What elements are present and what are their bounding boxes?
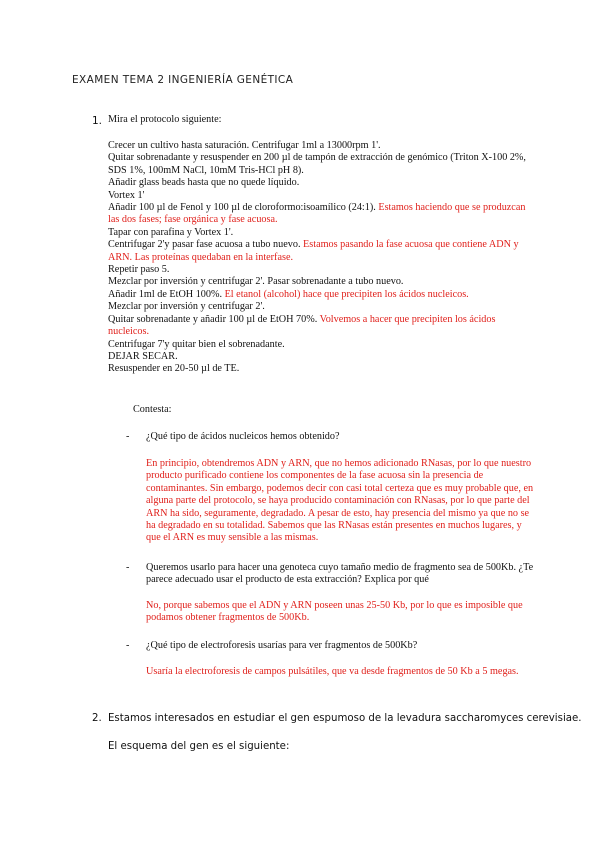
protocol-step xyxy=(108,239,538,264)
question-1-number: 1. xyxy=(92,115,103,127)
step-text: Vortex 1' xyxy=(108,189,145,201)
question-2-prompt: Estamos interesados en estudiar el gen espumoso de la levadura saccharomyces cerevisiae. xyxy=(108,713,582,724)
protocol-step xyxy=(108,140,538,152)
step-text: Tapar con parafina y Vortex 1'. xyxy=(108,226,234,238)
step-note: Volvemos a hacer que precipiten los ácidos nucleicos. xyxy=(108,313,496,338)
bullet-marker: - xyxy=(126,431,130,442)
question-1-prompt: Mira el protocolo siguiente: xyxy=(108,114,222,125)
subquestion-answer: No, porque sabemos que el ADN y ARN poseen unas 25-50 Kb, por lo que es imposible que podamos obtener fragmentos de 500Kb. xyxy=(146,600,523,624)
step-text: Quitar sobrenadante y resuspender en 200 µl de tampón de extracción de genómico (Triton X-100 2%, SDS 1%, 100mM NaCl, 10mM Tris-HCl pH 8). xyxy=(108,152,526,176)
step-text: Resuspender en 20-50 µl de TE. xyxy=(108,363,240,375)
step-text: Añadir glass beads hasta que no quede líquido. xyxy=(108,177,300,189)
protocol-step xyxy=(108,152,538,177)
step-text: Quitar sobrenadante y añadir 100 µl de EtOH 70%. xyxy=(108,313,318,325)
contesta-label: Contesta: xyxy=(133,404,172,415)
protocol-step xyxy=(108,339,538,351)
step-text: Mezclar por inversión y centrifugar 2'. Pasar sobrenadante a tubo nuevo. xyxy=(108,276,404,288)
subquestion-text: ¿Qué tipo de electroforesis usarías para ver fragmentos de 500Kb? xyxy=(146,640,418,651)
protocol-step xyxy=(108,363,538,375)
step-text: Repetir paso 5. xyxy=(108,264,170,276)
protocol-step xyxy=(108,301,538,313)
protocol-step xyxy=(108,289,538,301)
step-text: Añadir 1ml de EtOH 100%. xyxy=(108,288,223,300)
step-text: Crecer un cultivo hasta saturación. Centrifugar 1ml a 13000rpm 1'. xyxy=(108,140,381,151)
step-note: Estamos haciendo que se produzcan las dos fases; fase orgánica y fase acuosa. xyxy=(108,202,526,226)
question-2-subtext: El esquema del gen es el siguiente: xyxy=(108,741,290,752)
subquestion-answer: En principio, obtendremos ADN y ARN, que no hemos adicionado RNasas, por lo que nuestro producto purificado contiene los componentes de la fase acuosa sin la presencia de contaminantes. Sin embargo, podemos decir con casi total certeza que es muy probable que, en alguna parte del protocolo, se haya producido contaminación con RNasas, por lo que parte del ARN ha sido, seguramente, degradado. A pesar de esto, hay presencia del mismo ya que no se ha degradado en su totalidad. Sabemos que las RNasas están presentes en muchos lugares, y que el ARN es muy sensible a las mismas. xyxy=(146,458,534,544)
protocol-steps xyxy=(108,140,538,376)
step-text: Añadir 100 µl de Fenol y 100 µl de cloroformo:isoamílico (24:1). xyxy=(108,202,376,214)
protocol-step xyxy=(108,314,538,339)
bullet-marker: - xyxy=(126,640,130,651)
step-note: Estamos pasando la fase acuosa que contiene ADN y ARN. Las proteínas quedaban en la interfase. xyxy=(108,239,519,263)
step-text: DEJAR SECAR. xyxy=(108,350,178,362)
step-text: Mezclar por inversión y centrifugar 2'. xyxy=(108,301,265,313)
subquestion-text: ¿Qué tipo de ácidos nucleicos hemos obtenido? xyxy=(146,431,340,442)
bullet-marker: - xyxy=(126,562,130,573)
step-text: Centrifugar 2'y pasar fase acuosa a tubo nuevo. xyxy=(108,239,301,251)
protocol-step xyxy=(108,276,538,288)
protocol-step xyxy=(108,190,538,202)
question-2-number: 2. xyxy=(92,713,102,724)
subquestion-text: Queremos usarlo para hacer una genoteca cuyo tamaño medio de fragmento sea de 500Kb. ¿Te parece adecuado usar el producto de esta extracción? Explica por qué xyxy=(146,562,534,586)
subquestion-answer: Usaría la electroforesis de campos pulsátiles, que va desde fragmentos de 50 Kb a 5 megas. xyxy=(146,666,519,677)
protocol-step xyxy=(108,202,538,227)
protocol-step xyxy=(108,177,538,189)
step-note: El etanol (alcohol) hace que precipiten los ácidos nucleicos. xyxy=(224,288,469,300)
protocol-step xyxy=(108,351,538,363)
page-title: EXAMEN TEMA 2 INGENIERÍA GENÉTICA xyxy=(72,74,294,86)
protocol-step xyxy=(108,264,538,276)
step-text: Centrifugar 7'y quitar bien el sobrenadante. xyxy=(108,338,285,350)
protocol-step xyxy=(108,227,538,239)
